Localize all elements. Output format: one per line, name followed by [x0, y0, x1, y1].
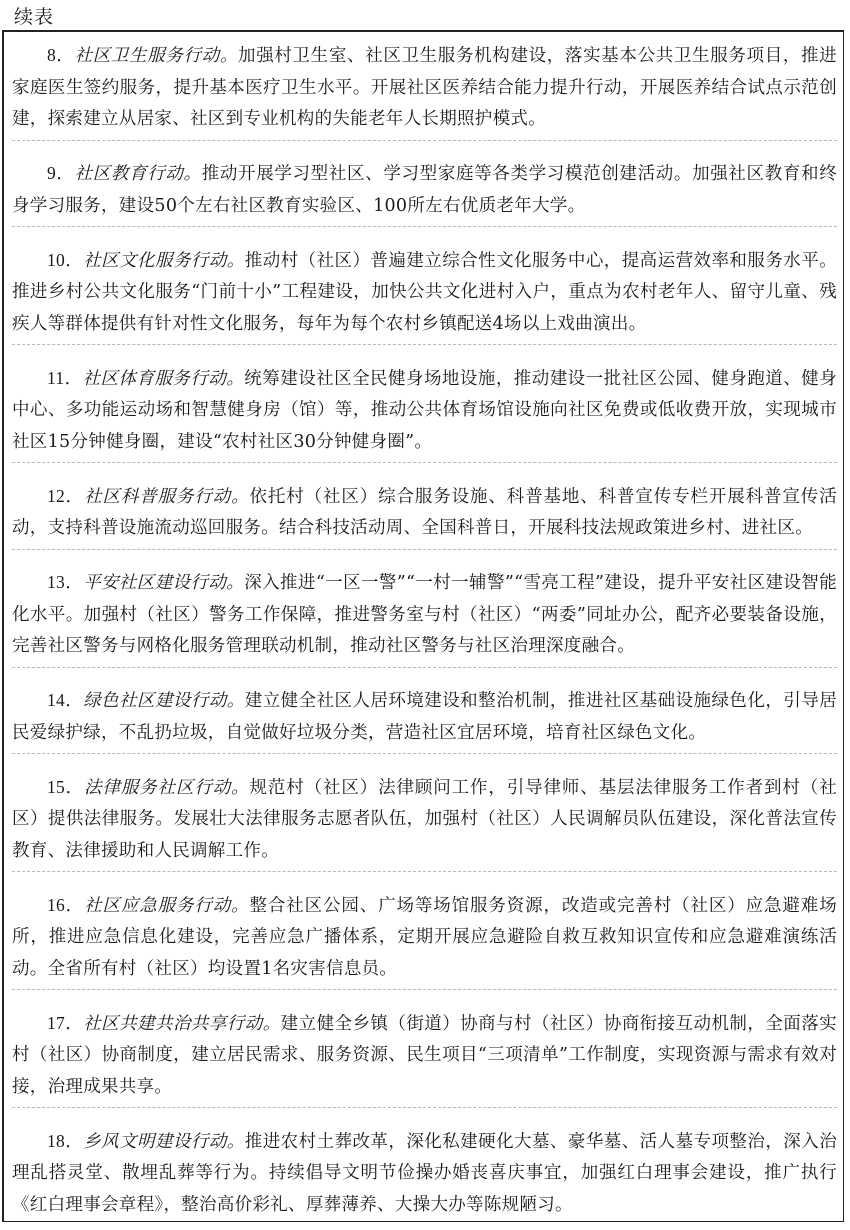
item-body: 加强村卫生室、社区卫生服务机构建设，落实基本公共卫生服务项目，推进家庭医生签约服务，提升基本医疗卫生水平。开展社区医养结合能力提升行动，开展医养结合试点示范创建，探索建立从居家、社区到专业机构的失能老年人长期照护模式。 — [12, 46, 837, 129]
item-title: 乡风文明建设行动。 — [83, 1131, 245, 1152]
list-item — [12, 1126, 837, 1226]
item-title: 社区教育行动。 — [74, 164, 202, 184]
item-number: 12． — [47, 485, 85, 506]
item-body: 规范村（社区）法律顾问工作，引导律师、基层法律服务工作者到村（社区）提供法律服务。发展壮大法律服务志愿者队伍，加强村（社区）人民调解员队伍建设，深化普法宣传教育、法律援助和人民调解工作。 — [12, 777, 837, 861]
item-body: 建立健全乡镇（街道）协商与村（社区）协商衔接互动机制，全面落实村（社区）协商制度，建立居民需求、服务资源、民生项目“三项清单”工作制度，实现资源与需求有效对接，治理成果共享。 — [12, 1013, 837, 1097]
action-list — [12, 40, 837, 1230]
list-item — [12, 1008, 837, 1109]
item-title: 社区文化服务行动。 — [83, 250, 245, 271]
item-body: 建立健全社区人居环境建设和整治机制，推进社区基础设施绿色化，引导居民爱绿护绿，不乱扔垃圾，自觉做好垃圾分类，营造社区宜居环境，培育社区绿色文化。 — [12, 691, 837, 743]
continued-table — [2, 30, 844, 1222]
item-body: 统筹建设社区全民健身场地设施，推动建设一批社区公园、健身跑道、健身中心、多功能运动场和智慧健身房（馆）等，推动公共体育场馆设施向社区免费或低收费开放，实现城市社区15分钟健身圈，建设“农村社区30分钟健身圈”。 — [12, 368, 837, 452]
table-caption: 续表 — [14, 6, 55, 28]
list-item — [12, 158, 837, 227]
item-body: 整合社区公园、广场等场馆服务资源，改造或完善村（社区）应急避难场所，推进应急信息化建设，完善应急广播体系，定期开展应急避险自救互救知识宣传和应急避难演练活动。全省所有村（社区）均设置1名灾害信息员。 — [12, 895, 837, 979]
item-number: 17． — [47, 1012, 84, 1033]
item-title: 社区应急服务行动。 — [84, 895, 250, 916]
list-item — [12, 363, 837, 464]
list-item — [12, 685, 837, 754]
list-item — [12, 567, 837, 668]
item-body: 依托村（社区）综合服务设施、科普基地、科普宣传专栏开展科普宣传活动，支持科普设施流动巡回服务。结合科技活动周、全国科普日，开展科技法规政策进乡村、进社区。 — [12, 486, 837, 538]
item-title: 绿色社区建设行动。 — [83, 691, 245, 711]
list-item — [12, 245, 837, 346]
list-item — [12, 481, 837, 550]
item-number: 15． — [47, 776, 85, 797]
list-item — [12, 40, 837, 141]
item-number: 9． — [47, 163, 75, 183]
list-item — [12, 890, 837, 991]
item-number: 18． — [47, 1130, 84, 1151]
item-number: 14． — [47, 690, 84, 710]
item-title: 社区卫生服务行动。 — [74, 46, 239, 66]
item-body: 推动开展学习型社区、学习型家庭等各类学习模范创建活动。加强社区教育和终身学习服务，建设50个左右社区教育实验区、100所左右优质老年大学。 — [12, 164, 837, 216]
item-number: 13． — [47, 572, 84, 592]
item-number: 8． — [47, 45, 75, 65]
item-number: 16． — [47, 894, 85, 915]
item-title: 社区体育服务行动。 — [82, 368, 245, 389]
item-title: 法律服务社区行动。 — [84, 777, 250, 798]
item-body: 推动村（社区）普遍建立综合性文化服务中心，提高运营效率和服务水平。推进乡村公共文化服务“门前十小”工程建设，加快公共文化进村入户，重点为农村老年人、留守儿童、残疾人等群体提供有针对性文化服务，每年为每个农村乡镇配送4场以上戏曲演出。 — [12, 250, 837, 334]
item-body: 推进农村土葬改革，深化私建硬化大墓、豪华墓、活人墓专项整治，深入治理乱搭灵堂、散埋乱葬等行为。持续倡导文明节俭操办婚丧喜庆事宜，加强红白理事会建设，推广执行《红白理事会章程》，整治高价彩礼、厚葬薄养、大操大办等陈规陋习。 — [12, 1131, 837, 1215]
list-item — [12, 772, 837, 873]
item-title: 社区科普服务行动。 — [84, 486, 250, 507]
item-body: 深入推进“一区一警”“一村一辅警”“雪亮工程”建设，提升平安社区建设智能化水平。加强村（社区）警务工作保障，推进警务室与村（社区）“两委”同址办公，配齐必要装备设施，完善社区警务与网格化服务管理联动机制，推动社区警务与社区治理深度融合。 — [12, 573, 838, 656]
item-title: 社区共建共治共享行动。 — [83, 1013, 281, 1034]
item-title: 平安社区建设行动。 — [83, 573, 245, 593]
item-number: 11． — [47, 367, 83, 388]
item-number: 10． — [47, 249, 84, 270]
